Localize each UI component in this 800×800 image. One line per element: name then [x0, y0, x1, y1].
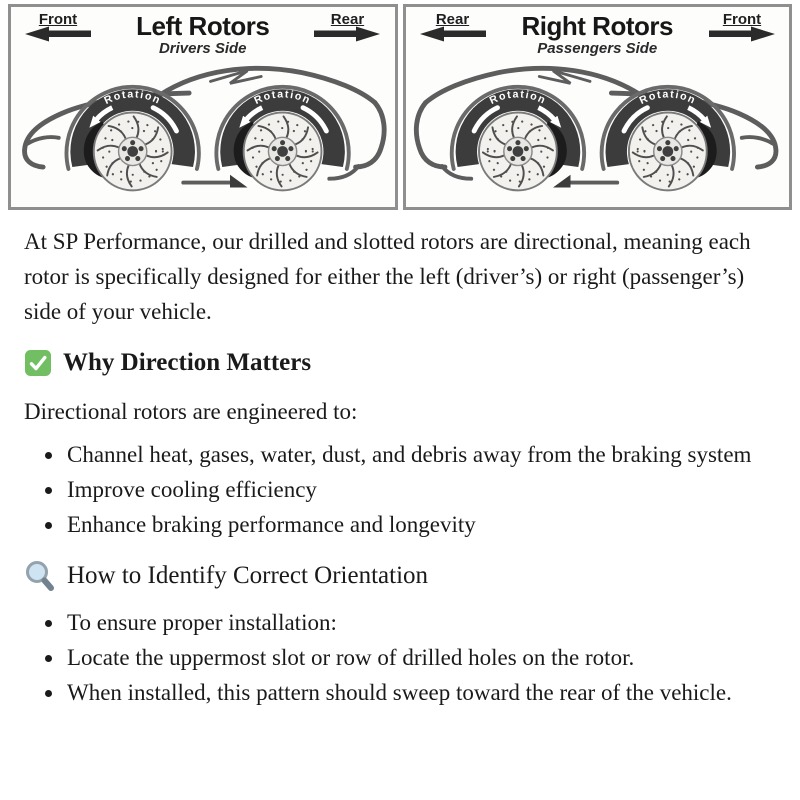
rear-label: Rear — [435, 11, 470, 28]
list-item: • To ensure proper installation: — [65, 605, 770, 640]
article-body — [0, 210, 800, 710]
front-direction-label — [703, 12, 781, 42]
panel-subtitle: Passengers Side — [537, 40, 658, 57]
left-arrow-icon — [25, 26, 91, 42]
rotor-direction-diagram — [0, 0, 800, 210]
left-rotors-panel — [8, 4, 398, 210]
rear-direction-label — [308, 12, 386, 42]
right-arrow-icon — [314, 26, 380, 42]
right-panel-titles — [522, 13, 673, 58]
right-arrow-icon — [709, 26, 775, 42]
list-item: • Channel heat, gases, water, dust, and debris away from the braking system — [65, 437, 770, 472]
panel-title: Right Rotors — [521, 11, 673, 41]
left-car-illustration — [11, 58, 395, 204]
why-direction-matters-heading — [24, 345, 776, 380]
list-item: • When installed, this pattern should sweep toward the rear of the vehicle. — [65, 675, 770, 710]
direction-benefits-list — [24, 437, 770, 542]
list-item: • Improve cooling efficiency — [65, 472, 770, 507]
heading-text: How to Identify Correct Orientation — [67, 562, 429, 589]
left-panel-header — [11, 7, 395, 58]
check-mark-icon — [24, 349, 52, 377]
panel-title: Left Rotors — [136, 11, 270, 41]
heading-text: Why Direction Matters — [63, 349, 312, 376]
left-arrow-icon — [420, 26, 486, 42]
orientation-steps-list — [24, 605, 770, 710]
rear-label: Rear — [330, 11, 365, 28]
how-to-identify-heading — [24, 558, 776, 593]
panel-subtitle: Drivers Side — [158, 40, 247, 57]
list-item: • Enhance braking performance and longevity — [65, 507, 770, 542]
intro-paragraph: At SP Performance, our drilled and slotted rotors are directional, meaning each rotor is specifically designed for either the left (driver’s) or right (passenger’s) side of your vehicle. — [24, 229, 751, 324]
right-panel-header — [406, 7, 790, 58]
front-label: Front — [38, 11, 78, 28]
engineered-to-lead: Directional rotors are engineered to: — [24, 399, 358, 424]
rear-direction-label — [414, 12, 492, 42]
list-item: • Locate the uppermost slot or row of drilled holes on the rotor. — [65, 640, 770, 675]
front-direction-label — [19, 12, 97, 42]
left-panel-titles — [136, 13, 269, 58]
magnifying-glass-icon — [24, 559, 56, 593]
right-car-illustration — [406, 58, 790, 204]
front-label: Front — [722, 11, 762, 28]
right-rotors-panel — [403, 4, 793, 210]
